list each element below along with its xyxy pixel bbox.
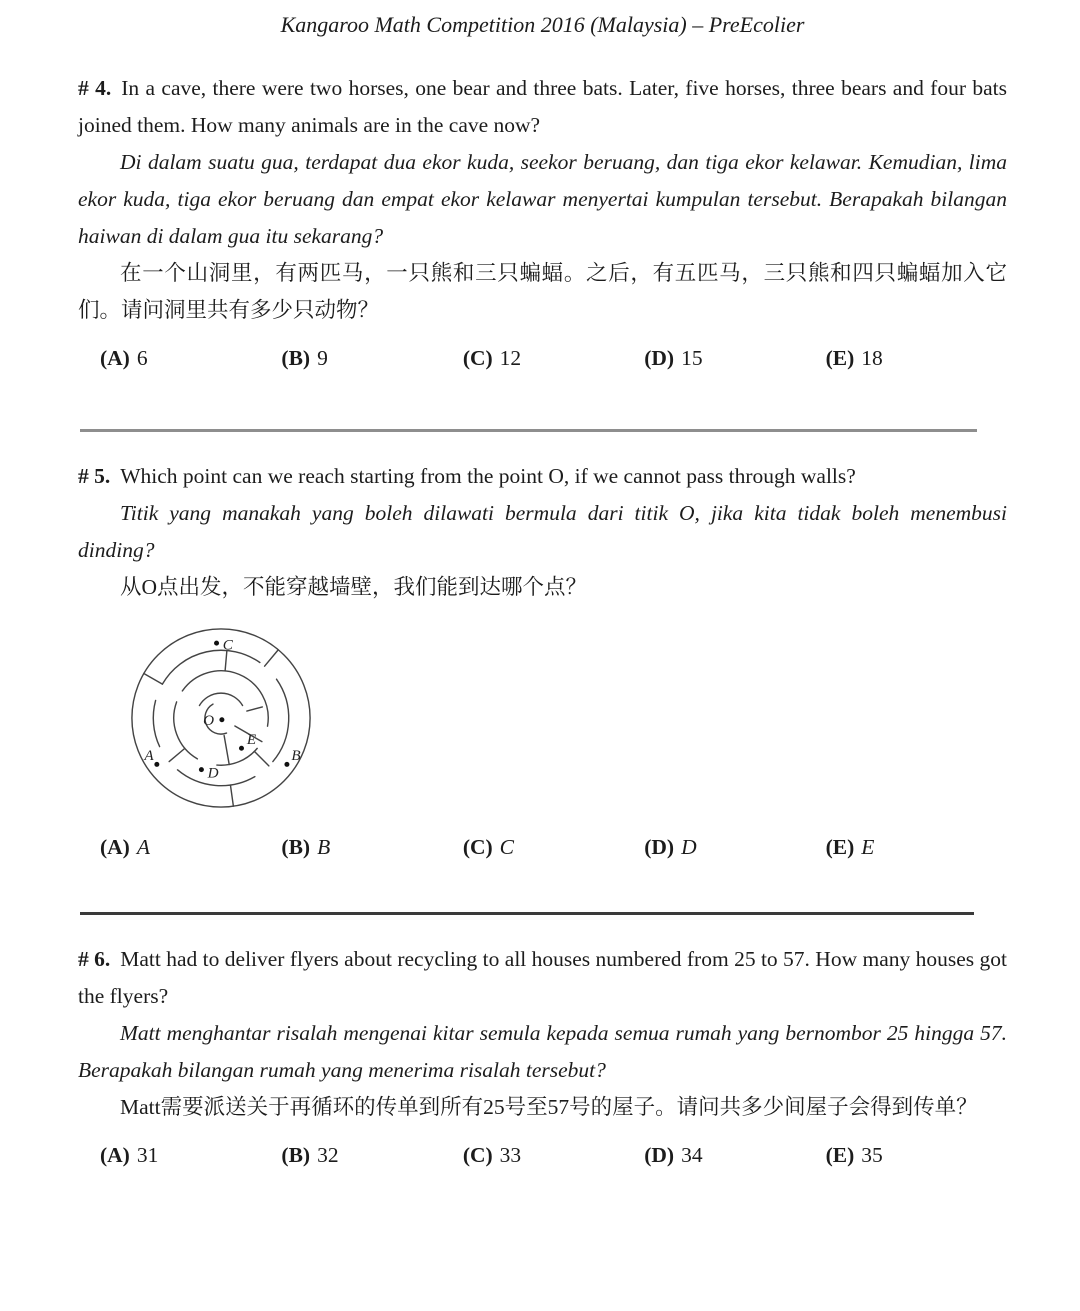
maze-point-O [219,717,224,722]
question-4-number: # 4. [78,76,112,100]
option-d-value: D [681,835,697,859]
option-c [463,1140,644,1170]
maze-label-O: O [203,713,215,730]
option-d-label: (D) [644,835,675,859]
option-d [644,1140,825,1170]
question-4 [78,70,1007,373]
maze-label-D: D [207,765,219,782]
option-e-label: (E) [825,346,855,370]
option-b-label: (B) [281,835,311,859]
maze-wall [265,650,279,666]
circular-maze-svg [123,618,319,818]
option-c-value: 12 [499,346,522,370]
question-6-english [78,941,1007,1015]
maze-wall [144,673,163,684]
question-5-options [78,832,1007,862]
option-a-value: 6 [136,346,148,370]
option-c [463,832,644,862]
question-5-english [78,458,1007,495]
question-4-chinese: 在一个山洞里，有两匹马，一只熊和三只蝙蝠。之后，有五匹马，三只熊和四只蝙蝠加入它们。请问洞里共有多少只动物？ [78,261,1007,322]
question-4-malay: Di dalam suatu gua, terdapat dua ekor kuda, seekor beruang, dan tiga ekor kelawar. Kemudian, lima ekor kuda, tiga ekor beruang dan empat ekor kelawar menyertai kumpulan tersebut. Berapakah bilangan haiwan di dalam gua itu sekarang? [78,150,1007,248]
question-5 [78,458,1007,862]
maze-ring2-arc [153,700,159,746]
section-divider [80,429,977,432]
question-5-chinese: 从O点出发，不能穿越墙壁，我们能到达哪个点？ [120,575,588,599]
option-e-value: 35 [861,1142,883,1167]
option-a [100,832,281,862]
question-6-malay: Matt menghantar risalah mengenai kitar semula kepada semua rumah yang bernombor 25 hingga 57. Berapakah bilangan rumah yang menerima risalah tersebut? [78,1020,1007,1082]
question-6-number: # 6. [78,946,111,971]
question-4-english-text: In a cave, there were two horses, one bear and three bats. Later, five horses, three bears and four bats joined them. How many animals are in the cave now? [78,76,1007,137]
option-c-label: (C) [462,346,493,370]
option-b-value: 32 [317,1142,339,1167]
question-6 [78,941,1007,1170]
question-5-number: # 5. [78,464,111,488]
maze-label-A: A [144,747,154,764]
option-a-value: 31 [136,1142,159,1167]
maze-point-A [154,762,159,767]
maze-ring3-arc [174,702,198,759]
maze-ring3-arc [217,748,257,765]
question-4-english [78,70,1007,144]
maze-point-B [284,762,289,767]
option-a-label: (A) [100,1142,130,1167]
maze-ring3-arc [182,671,268,726]
option-d [644,343,825,373]
maze-wall [254,751,268,765]
option-d-label: (D) [644,1142,675,1167]
question-6-chinese: Matt需要派送关于再循环的传单到所有25号至57号的屋子。请问共多少间屋子会得到传单？ [120,1094,978,1119]
maze-inner-arc [199,693,242,705]
page-title: Kangaroo Math Competition 2016 (Malaysia) – PreEcolier [280,12,805,37]
maze-label-C: C [222,637,233,654]
option-e [826,343,1007,373]
option-d-value: 34 [681,1142,703,1167]
option-b-value: B [317,835,331,859]
question-6-options [78,1140,1007,1170]
question-6-english-text: Matt had to deliver flyers about recycling to all houses numbered from 25 to 57. How many houses got the flyers? [78,946,1008,1008]
maze-wall [169,748,185,761]
option-e-label: (E) [825,835,855,859]
option-d-label: (D) [644,346,675,370]
option-b [281,832,462,862]
circular-maze-figure [123,618,319,818]
option-c-value: 33 [499,1142,522,1167]
question-4-options [78,343,1007,373]
option-d [644,832,825,862]
option-a-label: (A) [100,835,130,859]
option-b [281,343,462,373]
maze-label-B: B [291,747,301,764]
option-c-value: C [499,835,515,859]
option-e-label: (E) [825,1142,855,1167]
option-b-label: (B) [281,346,311,370]
maze-ring2-arc [162,650,259,684]
option-a [100,1140,281,1170]
maze-label-E: E [246,731,257,748]
maze-point-E [239,746,244,751]
option-b [281,1140,462,1170]
option-e [826,1140,1007,1170]
maze-wall [225,651,227,671]
option-a-label: (A) [100,346,130,370]
option-b-value: 9 [317,346,328,370]
maze-ring2-arc [273,679,289,761]
option-d-value: 15 [681,346,703,370]
maze-point-D [199,767,204,772]
maze-wall [224,736,229,765]
option-a-value: A [136,835,150,859]
option-c [463,343,644,373]
question-5-english-text: Which point can we reach starting from the point O, if we cannot pass through walls? [120,464,856,488]
maze-wall [230,785,233,806]
option-b-label: (B) [281,1142,311,1167]
option-c-label: (C) [462,835,493,859]
option-e [826,832,1007,862]
option-c-label: (C) [462,1142,493,1167]
question-5-malay: Titik yang manakah yang boleh dilawati bermula dari titik O, jika kita tidak boleh menembusi dinding? [78,501,1007,562]
option-e-value: 18 [861,346,883,370]
option-e-value: E [861,835,875,859]
maze-point-C [214,641,219,646]
section-divider [80,912,974,915]
option-a [100,343,281,373]
maze-wall [247,707,263,711]
